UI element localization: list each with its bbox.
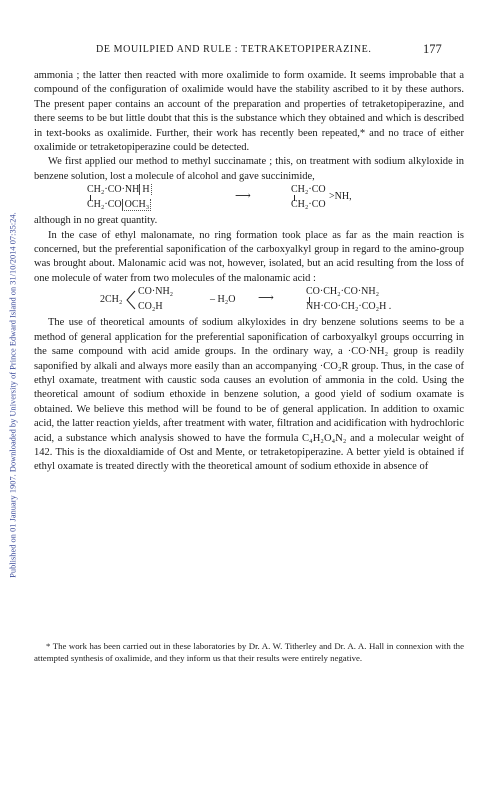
paragraph: although in no great quantity. bbox=[34, 215, 158, 227]
article-body bbox=[34, 69, 464, 475]
download-notice: Published on 01 January 1907. Downloaded by University of Prince Edward Island on 31/10/2014 07:35:24. bbox=[8, 212, 18, 578]
paragraph: The use of theoretical amounts of sodium alkyloxides in dry benzene solutions seems to be a method of general application for the preferential saponification of carboxyalkyl groups occurring in the same compound with acid amide groups. In the ordinary way, a ·CO·NH₂ group is readily saponified by alkali and always more easily than an accompanying ·CO₂R group. Thus, in the case of ethyl oxamate, treatment with caustic soda causes an evolution of ammonia in the cold. Using the theoretical amount of sodium ethoxide in benzene solution, a good yield of sodium oxamate is obtained. We believe this method will be found to be of general application. In addition to oxamic acid, the latter reaction yields, after treatment with water, filtration and acidification with hydrochloric acid, a substance which analysis showed to have the formula C₄H₂O₄N₂ and a molecular weight of 142. This is the dioxaldiamide of Ost and Mente, or tetraketopiperazine. A better yield is obtained if ethyl oxamate is treated directly with the theoretical amount of sodium ethoxide in absence of bbox=[34, 317, 464, 473]
formula-right-bottom: NH·CO·CH₂·CO₂H . bbox=[306, 301, 392, 313]
formula-boxed-atom: H bbox=[139, 184, 151, 195]
formula-acid-branch: CO₂H bbox=[138, 301, 163, 313]
minus-water: – H₂O bbox=[210, 294, 236, 306]
footnote-text: * The work has been carried out in these laboratories by Dr. A. W. Titherley and Dr. A. A. Hall in connexion with the attempted synthesis of oxalimide, and they inform us that their results were entirely negative. bbox=[34, 641, 464, 663]
formula-imide-group: >NH, bbox=[329, 191, 352, 203]
formula-right-top: CH₂·CO bbox=[291, 184, 326, 196]
paragraph: ammonia ; the latter then reacted with more oxalimide to form oxamide. It seems improbable that a compound of the configuration of oxalimide would have the stability ascribed to it by these authors. The present paper contains an account of the preparation and properties of tetraketopiperazine, and there seems to be but little doubt that this is the substance which they obtained and which is described in text-books as oxalimide. Further, their work has recently been repeated,* and no trace of either oxalimide or tetraketopiperazine could be detected. bbox=[34, 70, 464, 154]
paragraph: We first applied our method to methyl succinamate ; this, on treatment with sodium alkyloxide in benzene solution, lost a molecule of alcohol and gave succinimide, bbox=[34, 156, 464, 182]
page-header bbox=[0, 44, 480, 58]
formula-right-top: CO·CH₂·CO·NH₂ bbox=[306, 286, 380, 298]
formula-left-top: CH₂·CO·NH H bbox=[87, 184, 150, 196]
sidebar-watermark bbox=[0, 0, 26, 792]
branch-bracket bbox=[126, 289, 136, 311]
paragraph: In the case of ethyl malonamate, no ring formation took place as far as the main reaction is concerned, but the preferential saponification of the carboxyalkyl group in regard to the amino-group was brought about. Malonamic acid was not, however, isolated, but an acid resulting from the loss of one molecule of water from two molecules of the malonamic acid : bbox=[34, 229, 464, 284]
equation-succinimide bbox=[34, 184, 464, 214]
formula-right-bottom: CH₂·CO bbox=[291, 199, 326, 211]
coefficient: 2CH₂ bbox=[100, 294, 123, 306]
formula-left-bottom: CH₂·CO OCH₃ bbox=[87, 199, 150, 211]
reaction-arrow: ⟶ bbox=[235, 190, 251, 203]
formula-amide-branch: CO·NH₂ bbox=[138, 286, 174, 298]
running-title: DE MOUILPIED AND RULE : TETRAKETOPIPERAZINE. bbox=[96, 44, 372, 55]
formula-boxed-group: OCH₃ bbox=[122, 199, 152, 211]
equation-malonamic bbox=[34, 286, 464, 316]
page-number: 177 bbox=[423, 42, 442, 56]
reaction-arrow: ⟶ bbox=[258, 292, 274, 305]
footnote bbox=[34, 641, 464, 665]
